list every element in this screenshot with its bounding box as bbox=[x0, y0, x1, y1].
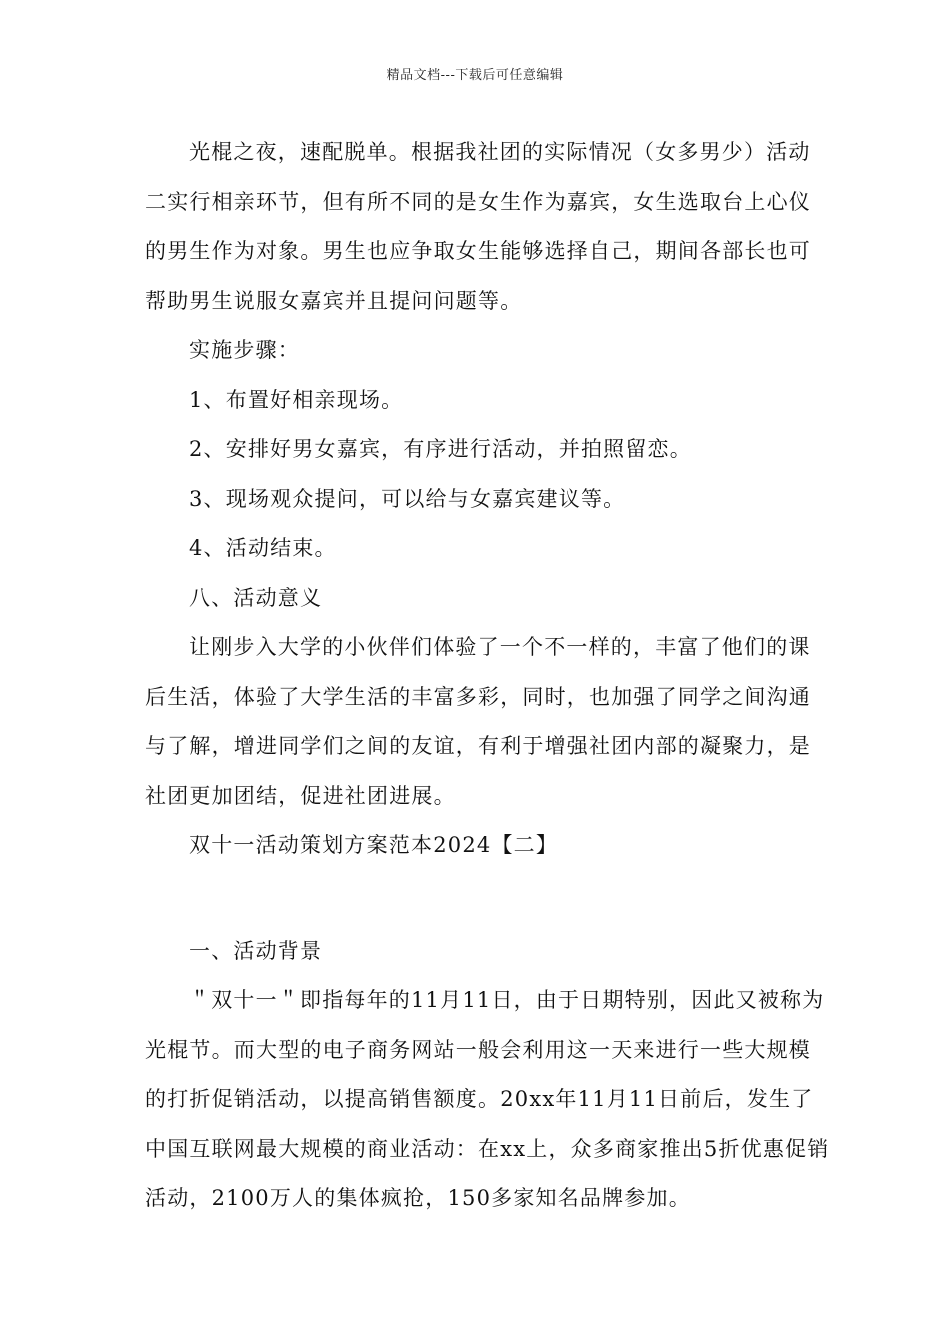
heading-implementation-steps: 实施步骤： bbox=[189, 338, 300, 362]
document-body bbox=[145, 128, 830, 1224]
step-1: 1、布置好相亲现场。 bbox=[189, 387, 404, 412]
paragraph-significance: 让刚步入大学的小伙伴们体验了一个不一样的，丰富了他们的课后生活，体验了大学生活的丰富多彩，同时，也加强了同学之间沟通与了解，增进同学们之间的友谊，有利于增强社团内部的凝聚力，是社团更加团结，促进社团进展。 bbox=[145, 635, 811, 808]
section-title-plan-two: 双十一活动策划方案范本2024【二】 bbox=[189, 833, 559, 857]
step-4: 4、活动结束。 bbox=[189, 536, 337, 560]
heading-activity-significance: 八、活动意义 bbox=[189, 585, 323, 610]
paragraph-background: ＂双十一＂即指每年的11月11日，由于日期特别，因此又被称为光棍节。而大型的电子商务网站一般会利用这一天来进行一些大规模的打折促销活动，以提高销售额度。20xx年11月11日前后，发生了中国互联网最大规模的商业活动：在xx上，众多商家推出5折优惠促销活动，2100万人的集体疯抢，150多家知名品牌参加。 bbox=[145, 988, 830, 1210]
page-header: 精品文档---下载后可任意编辑 bbox=[386, 68, 564, 83]
step-2: 2、安排好男女嘉宾，有序进行活动，并拍照留恋。 bbox=[189, 437, 692, 461]
section-spacer bbox=[145, 871, 830, 927]
step-3: 3、现场观众提问，可以给与女嘉宾建议等。 bbox=[189, 486, 626, 511]
paragraph-singles-night: 光棍之夜，速配脱单。根据我社团的实际情况（女多男少）活动二实行相亲环节，但有所不同的是女生作为嘉宾，女生选取台上心仪的男生作为对象。男生也应争取女生能够选择自己，期间各部长也可帮助男生说服女嘉宾并且提问问题等。 bbox=[145, 140, 811, 313]
heading-activity-background: 一、活动背景 bbox=[189, 938, 323, 963]
